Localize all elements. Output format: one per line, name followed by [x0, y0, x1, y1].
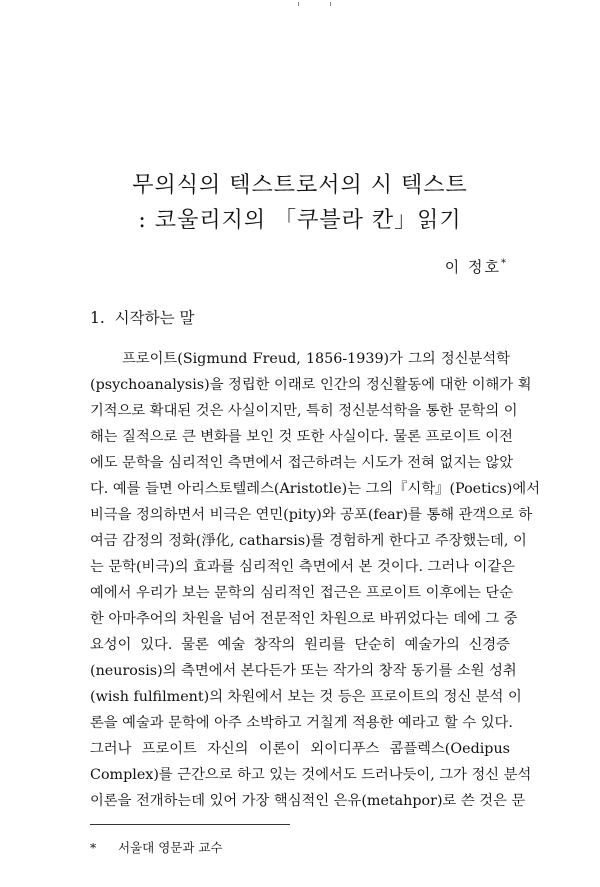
body-line: 비극을 정의하면서 비극은 연민(pity)와 공포(fear)를 통해 관객으로 하 — [90, 507, 533, 523]
section-heading — [90, 306, 194, 328]
paper-title-line-2: : 코울리지의 「쿠블라 칸」읽기 — [138, 208, 462, 233]
body-line: 여금 감정의 정화(淨化, catharsis)를 경험하게 한다고 주장했는데, 이 — [90, 533, 527, 549]
footnote-rule — [90, 824, 290, 825]
body-line: 기적으로 확대된 것은 사실이지만, 특히 정신분석학을 통한 문학의 이 — [90, 403, 518, 419]
footnote-text: 서울대 영문과 교수 — [118, 840, 223, 855]
author-name: 이 정호 — [444, 258, 501, 276]
body-line: 는 문학(비극)의 효과를 심리적인 측면에서 본 것이다. 그러나 이같은 — [90, 559, 515, 575]
section-number: 1. — [90, 309, 105, 327]
body-line: 이론을 전개하는데 있어 가장 핵심적인 은유(metahpor)로 쓴 것은 문 — [90, 793, 526, 809]
body-line: 해는 질적으로 큰 변화를 보인 것 또한 사실이다. 물론 프로이트 이전 — [90, 429, 513, 445]
body-line: 요성이 있다. 물론 예술 창작의 원리를 단순히 예술가의 신경증 — [90, 637, 510, 653]
body-line: 예에서 우리가 보는 문학의 심리적인 접근은 프로이트 이후에는 단순 — [90, 585, 514, 601]
section-title: 시작하는 말 — [114, 309, 195, 327]
body-line: 그러나 프로이트 자신의 이론이 외이디푸스 콤플렉스(Oedipus — [90, 741, 510, 757]
footnote — [90, 838, 223, 856]
body-line: (neurosis)의 측면에서 본다든가 또는 작가의 창작 동기를 소원 성취 — [90, 663, 517, 679]
body-line: 론을 예술과 문학에 아주 소박하고 거칠게 적용한 예라고 할 수 있다. — [90, 715, 513, 731]
body-line: 에도 문학을 심리적인 측면에서 접근하려는 시도가 전혀 없지는 않았 — [90, 455, 514, 471]
body-line: 다. 예를 들면 아리스토텔레스(Aristotle)는 그의『시학』(Poetics)에서 — [90, 481, 541, 497]
scan-edge-marks — [0, 0, 600, 10]
author-footnote-mark: * — [501, 258, 508, 269]
body-line: Complex)를 근간으로 하고 있는 것에서도 드러나듯이, 그가 정신 분석 — [90, 767, 532, 783]
body-line: (wish fulfilment)의 차원에서 보는 것 등은 프로이트의 정신 분석 이 — [90, 689, 522, 705]
body-line: 프로이트(Sigmund Freud, 1856-1939)가 그의 정신분석학 — [122, 351, 510, 367]
paper-title-line-1: 무의식의 텍스트로서의 시 텍스트 — [132, 173, 468, 198]
body-line: 한 아마추어의 차원을 넘어 전문적인 차원으로 바뀌었다는 데에 그 중 — [90, 611, 518, 627]
author — [445, 256, 508, 277]
body-line: (psychoanalysis)을 정립한 이래로 인간의 정신활동에 대한 이해가 획 — [90, 377, 532, 393]
footnote-mark: * — [90, 840, 97, 855]
